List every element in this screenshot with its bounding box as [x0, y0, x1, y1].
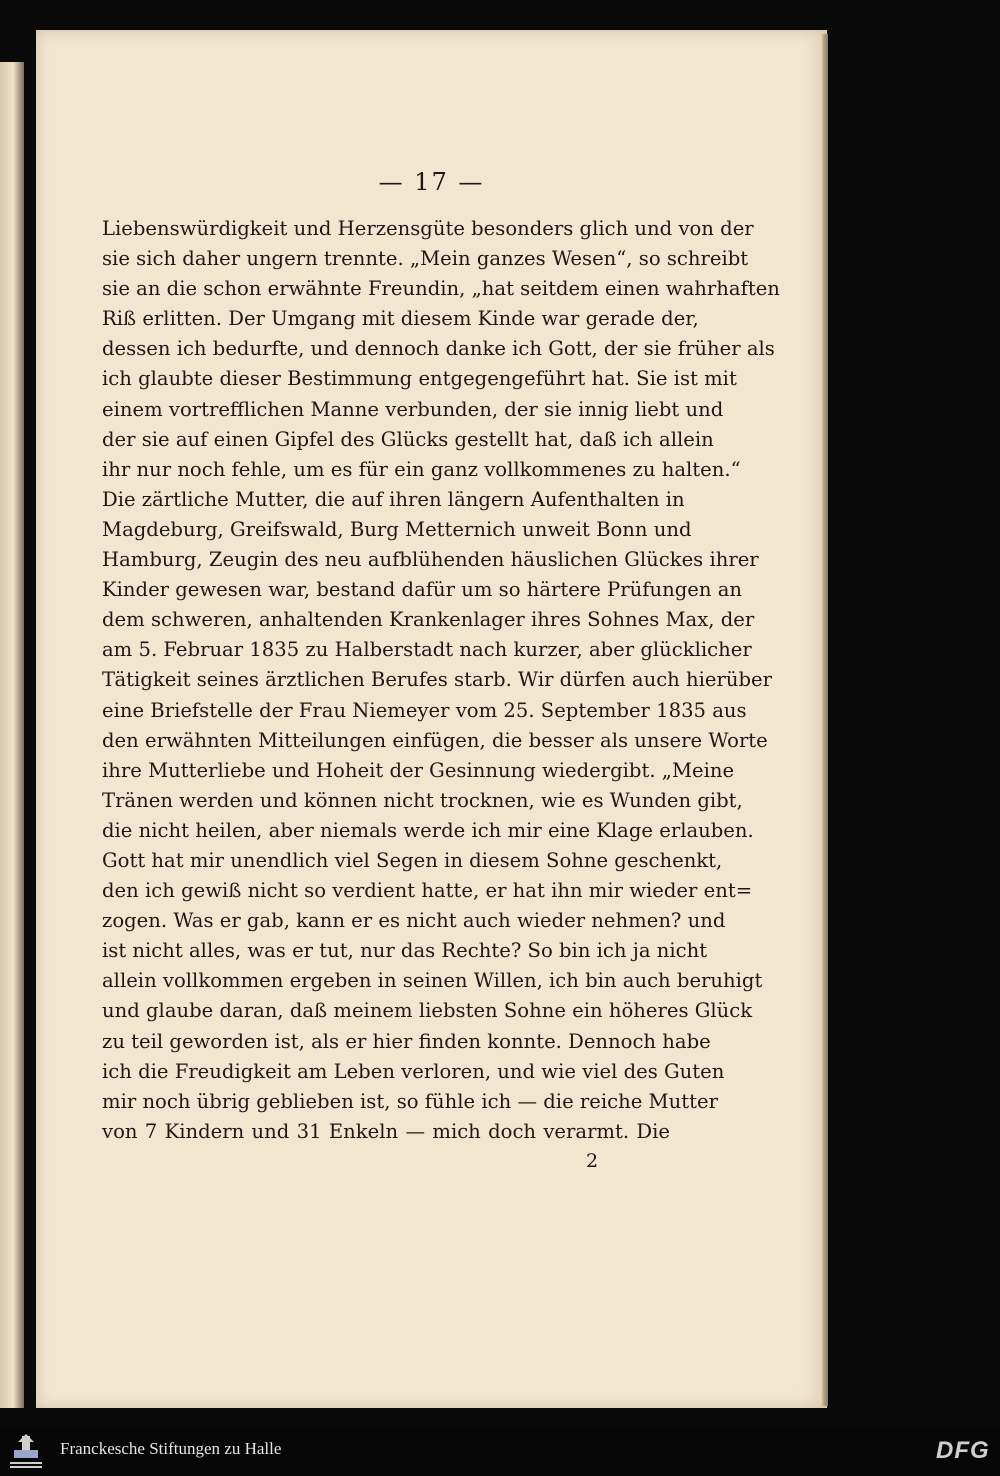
text-line: Gott hat mir unendlich viel Segen in diesem Sohne geschenkt, — [102, 848, 723, 872]
text-line: ich glaubte dieser Bestimmung entgegengeführt hat. Sie ist mit — [102, 367, 737, 391]
text-line: ich die Freudigkeit am Leben verloren, und wie viel des Guten — [102, 1059, 725, 1083]
text-line: am 5. Februar 1835 zu Halberstadt nach kurzer, aber glücklicher — [102, 638, 752, 662]
text-line: ist nicht alles, was er tut, nur das Rechte? So bin ich ja nicht — [102, 939, 708, 963]
text-line: zu teil geworden ist, als er hier finden konnte. Dennoch habe — [102, 1029, 711, 1053]
franckesche-stiftungen-logo — [4, 1432, 48, 1472]
text-line: den erwähnten Mitteilungen einfügen, die besser als unsere Worte — [102, 728, 768, 752]
text-line: Die zärtliche Mutter, die auf ihren längern Aufenthalten in — [102, 487, 685, 511]
text-line: Kinder gewesen war, bestand dafür um so härtere Prüfungen an — [102, 578, 742, 602]
text-line: einem vortrefflichen Manne verbunden, der sie innig liebt und — [102, 397, 724, 421]
text-line: dem schweren, anhaltenden Krankenlager ihres Sohnes Max, der — [102, 608, 755, 632]
text-line: allein vollkommen ergeben in seinen Willen, ich bin auch beruhigt — [102, 969, 763, 993]
book-page — [36, 30, 827, 1408]
text-line: dessen ich bedurfte, und dennoch danke ich Gott, der sie früher als — [102, 337, 775, 361]
dfg-logo[interactable]: DFG — [936, 1437, 990, 1464]
signature-mark: 2 — [586, 1150, 599, 1172]
text-line: Hamburg, Zeugin des neu aufblühenden häuslichen Glückes ihrer — [102, 548, 759, 572]
institution-name[interactable]: Franckesche Stiftungen zu Halle — [60, 1439, 282, 1458]
text-line: und glaube daran, daß meinem liebsten Sohne ein höheres Glück — [102, 999, 753, 1023]
text-line: Tränen werden und können nicht trocknen, wie es Wunden gibt, — [102, 788, 743, 812]
text-line: zogen. Was er gab, kann er es nicht auch wieder nehmen? und — [102, 909, 726, 933]
text-line: Magdeburg, Greifswald, Burg Metternich unweit Bonn und — [102, 517, 692, 541]
text-line: die nicht heilen, aber niemals werde ich mir eine Klage erlauben. — [102, 818, 754, 842]
page-body-text — [102, 214, 780, 1147]
previous-page-edge — [0, 62, 24, 1408]
text-line: ihre Mutterliebe und Hoheit der Gesinnung wiedergibt. „Meine — [102, 758, 735, 782]
text-line: Liebenswürdigkeit und Herzensgüte besonders glich und von der — [102, 217, 754, 240]
text-line: ihr nur noch fehle, um es für ein ganz vollkommenes zu halten.“ — [102, 457, 741, 481]
text-line: den ich gewiß nicht so verdient hatte, er hat ihn mir wieder ent= — [102, 879, 753, 903]
text-line: sie sich daher ungern trennte. „Mein ganzes Wesen“, so schreibt — [102, 247, 749, 271]
text-line: Tätigkeit seines ärztlichen Berufes starb. Wir dürfen auch hierüber — [102, 668, 772, 692]
text-line: der sie auf einen Gipfel des Glücks gestellt hat, daß ich allein — [102, 427, 714, 451]
text-line: sie an die schon erwähnte Freundin, „hat seitdem einen wahrhaften — [102, 277, 780, 301]
text-line: eine Briefstelle der Frau Niemeyer vom 25. September 1835 aus — [102, 698, 747, 722]
text-line: Riß erlitten. Der Umgang mit diesem Kinde war gerade der, — [102, 307, 699, 331]
text-line: mir noch übrig geblieben ist, so fühle ich — die reiche Mutter — [102, 1089, 718, 1113]
page-number-header: — 17 — — [378, 168, 485, 196]
page-edge-shadow — [822, 34, 828, 1406]
text-line: von 7 Kindern und 31 Enkeln — mich doch verarmt. Die — [102, 1119, 670, 1143]
